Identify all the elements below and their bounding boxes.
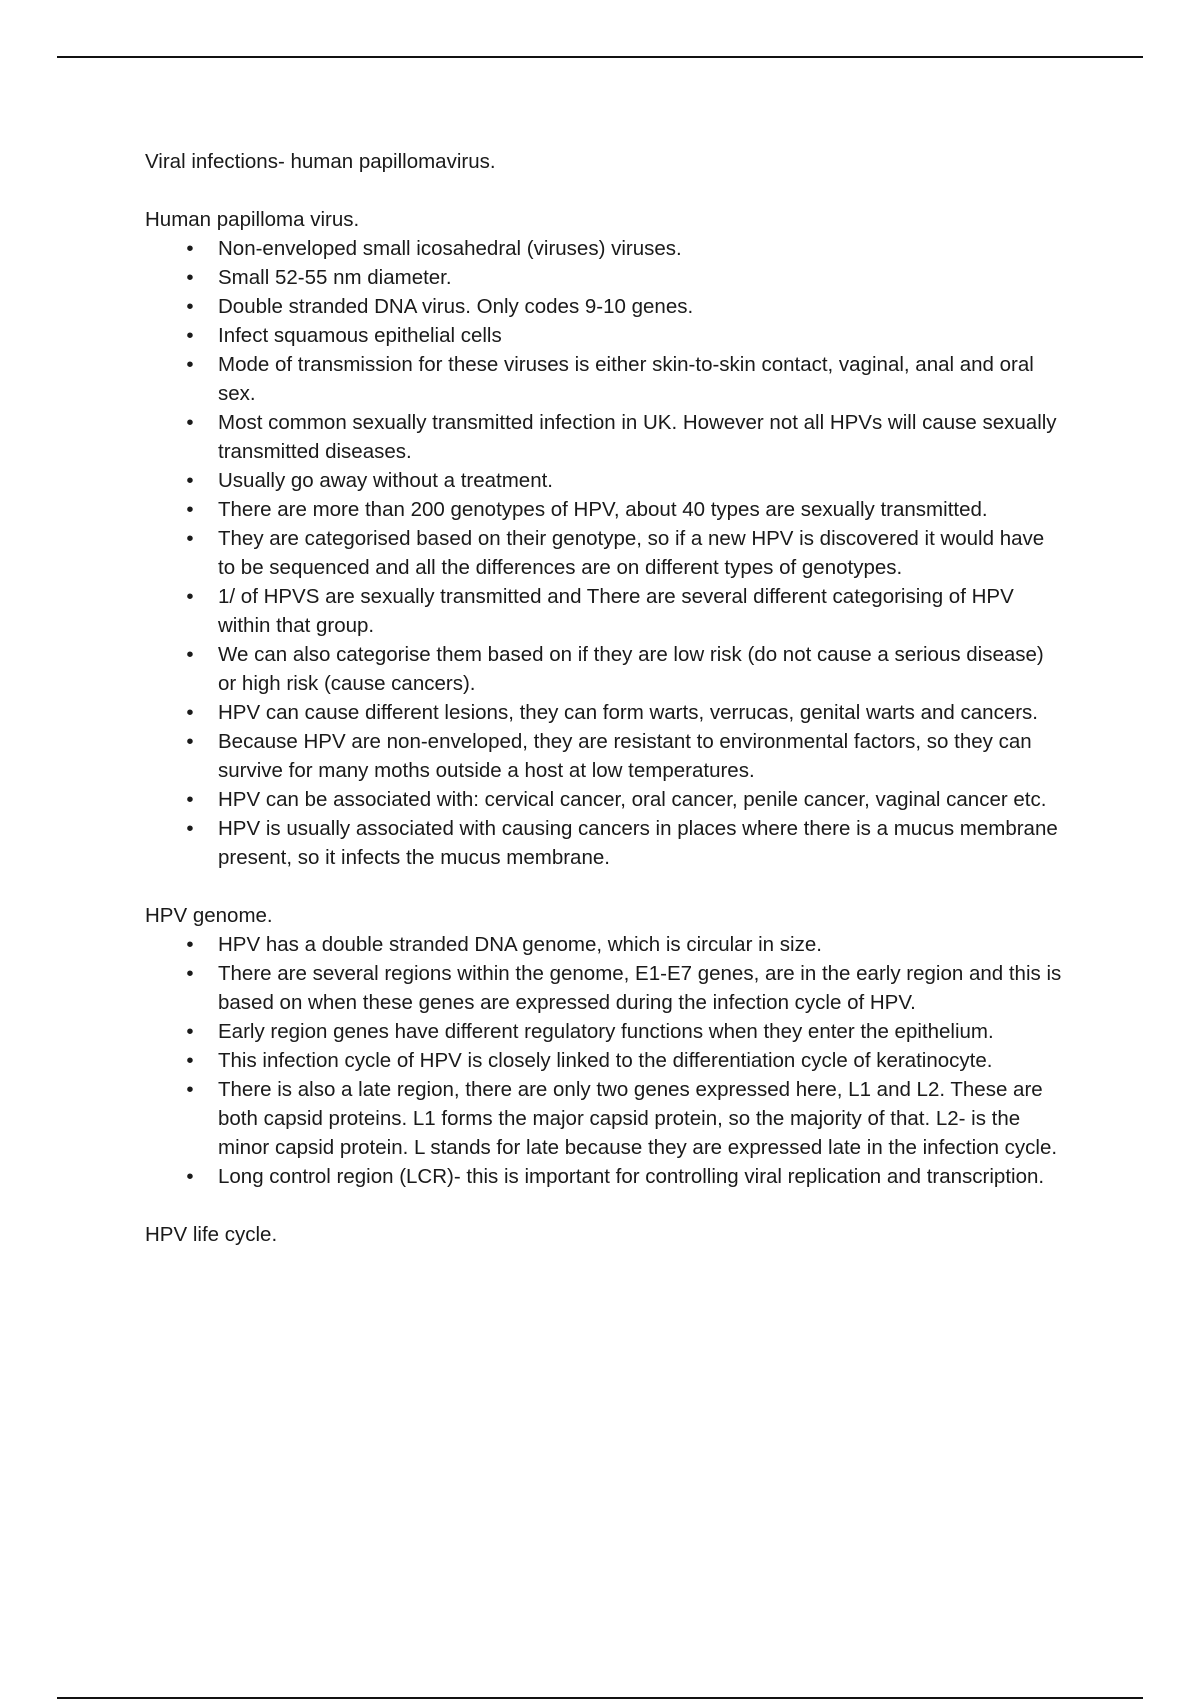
list-item-text: HPV is usually associated with causing cancers in places where there is a mucus membrane present, so it infects the mucus membrane. bbox=[218, 817, 1058, 869]
bullet-icon: • bbox=[186, 962, 194, 985]
bullet-icon: • bbox=[186, 1020, 194, 1043]
list-item bbox=[145, 698, 1065, 727]
bullet-list-genome bbox=[145, 930, 1065, 1191]
bullet-icon: • bbox=[186, 788, 194, 811]
list-item bbox=[145, 959, 1065, 1017]
section-heading-hpv: Human papilloma virus. bbox=[145, 208, 360, 231]
bullet-icon: • bbox=[186, 730, 194, 753]
bullet-icon: • bbox=[186, 701, 194, 724]
bullet-icon: • bbox=[186, 498, 194, 521]
list-item-text: Because HPV are non-enveloped, they are resistant to environmental factors, so they can survive for many moths outside a host at low temperatures. bbox=[218, 730, 1032, 782]
list-item-text: This infection cycle of HPV is closely linked to the differentiation cycle of keratinocyte. bbox=[218, 1049, 993, 1072]
bullet-icon: • bbox=[186, 324, 194, 347]
list-item-text: Most common sexually transmitted infection in UK. However not all HPVs will cause sexually transmitted diseases. bbox=[218, 411, 1057, 463]
list-item bbox=[145, 785, 1065, 814]
section-heading-life-cycle: HPV life cycle. bbox=[145, 1223, 278, 1246]
list-item-text: Mode of transmission for these viruses is either skin-to-skin contact, vaginal, anal and oral sex. bbox=[218, 353, 1034, 405]
spacer bbox=[145, 872, 1065, 901]
bullet-icon: • bbox=[186, 585, 194, 608]
spacer bbox=[145, 1191, 1065, 1220]
list-item-text: Non-enveloped small icosahedral (viruses) viruses. bbox=[218, 237, 682, 260]
list-item bbox=[145, 350, 1065, 408]
list-item bbox=[145, 1162, 1065, 1191]
bullet-icon: • bbox=[186, 933, 194, 956]
document-body bbox=[145, 147, 1065, 1249]
bullet-icon: • bbox=[186, 1078, 194, 1101]
list-item bbox=[145, 1017, 1065, 1046]
bullet-icon: • bbox=[186, 411, 194, 434]
list-item-text: Infect squamous epithelial cells bbox=[218, 324, 502, 347]
list-item-text: HPV can cause different lesions, they can form warts, verrucas, genital warts and cancers. bbox=[218, 701, 1038, 724]
bullet-icon: • bbox=[186, 266, 194, 289]
list-item-text: There is also a late region, there are only two genes expressed here, L1 and L2. These are both capsid proteins. L1 forms the major capsid protein, so the majority of that. L2- is the minor capsid protein. L stands for late because they are expressed late in the infection cycle. bbox=[218, 1078, 1058, 1159]
list-item-text: HPV has a double stranded DNA genome, which is circular in size. bbox=[218, 933, 822, 956]
list-item-text: They are categorised based on their genotype, so if a new HPV is discovered it would have to be sequenced and all the differences are on different types of genotypes. bbox=[218, 527, 1045, 579]
bullet-icon: • bbox=[186, 817, 194, 840]
list-item-text: 1/ of HPVS are sexually transmitted and There are several different categorising of HPV within that group. bbox=[218, 585, 1014, 637]
bullet-list-hpv bbox=[145, 234, 1065, 872]
list-item bbox=[145, 321, 1065, 350]
bullet-icon: • bbox=[186, 295, 194, 318]
list-item-text: HPV can be associated with: cervical cancer, oral cancer, penile cancer, vaginal cancer etc. bbox=[218, 788, 1047, 811]
list-item bbox=[145, 930, 1065, 959]
list-item-text: We can also categorise them based on if they are low risk (do not cause a serious disease) or high risk (cause cancers). bbox=[218, 643, 1044, 695]
spacer bbox=[145, 176, 1065, 205]
list-item bbox=[145, 582, 1065, 640]
list-item bbox=[145, 640, 1065, 698]
list-item-text: There are several regions within the genome, E1-E7 genes, are in the early region and this is based on when these genes are expressed during the infection cycle of HPV. bbox=[218, 962, 1062, 1014]
list-item bbox=[145, 524, 1065, 582]
list-item-text: Early region genes have different regulatory functions when they enter the epithelium. bbox=[218, 1020, 994, 1043]
list-item bbox=[145, 1075, 1065, 1162]
list-item bbox=[145, 814, 1065, 872]
list-item bbox=[145, 727, 1065, 785]
bullet-icon: • bbox=[186, 527, 194, 550]
header-rule bbox=[57, 56, 1143, 58]
list-item bbox=[145, 408, 1065, 466]
section-heading-genome: HPV genome. bbox=[145, 904, 273, 927]
list-item bbox=[145, 495, 1065, 524]
list-item bbox=[145, 263, 1065, 292]
list-item bbox=[145, 292, 1065, 321]
document-title: Viral infections- human papillomavirus. bbox=[145, 150, 496, 173]
list-item-text: Double stranded DNA virus. Only codes 9-10 genes. bbox=[218, 295, 694, 318]
footer-rule bbox=[57, 1697, 1143, 1699]
list-item-text: There are more than 200 genotypes of HPV, about 40 types are sexually transmitted. bbox=[218, 498, 988, 521]
list-item bbox=[145, 1046, 1065, 1075]
bullet-icon: • bbox=[186, 1049, 194, 1072]
bullet-icon: • bbox=[186, 643, 194, 666]
bullet-icon: • bbox=[186, 237, 194, 260]
list-item bbox=[145, 466, 1065, 495]
list-item-text: Usually go away without a treatment. bbox=[218, 469, 553, 492]
list-item bbox=[145, 234, 1065, 263]
bullet-icon: • bbox=[186, 469, 194, 492]
list-item-text: Long control region (LCR)- this is important for controlling viral replication and transcription. bbox=[218, 1165, 1045, 1188]
list-item-text: Small 52-55 nm diameter. bbox=[218, 266, 452, 289]
bullet-icon: • bbox=[186, 353, 194, 376]
bullet-icon: • bbox=[186, 1165, 194, 1188]
